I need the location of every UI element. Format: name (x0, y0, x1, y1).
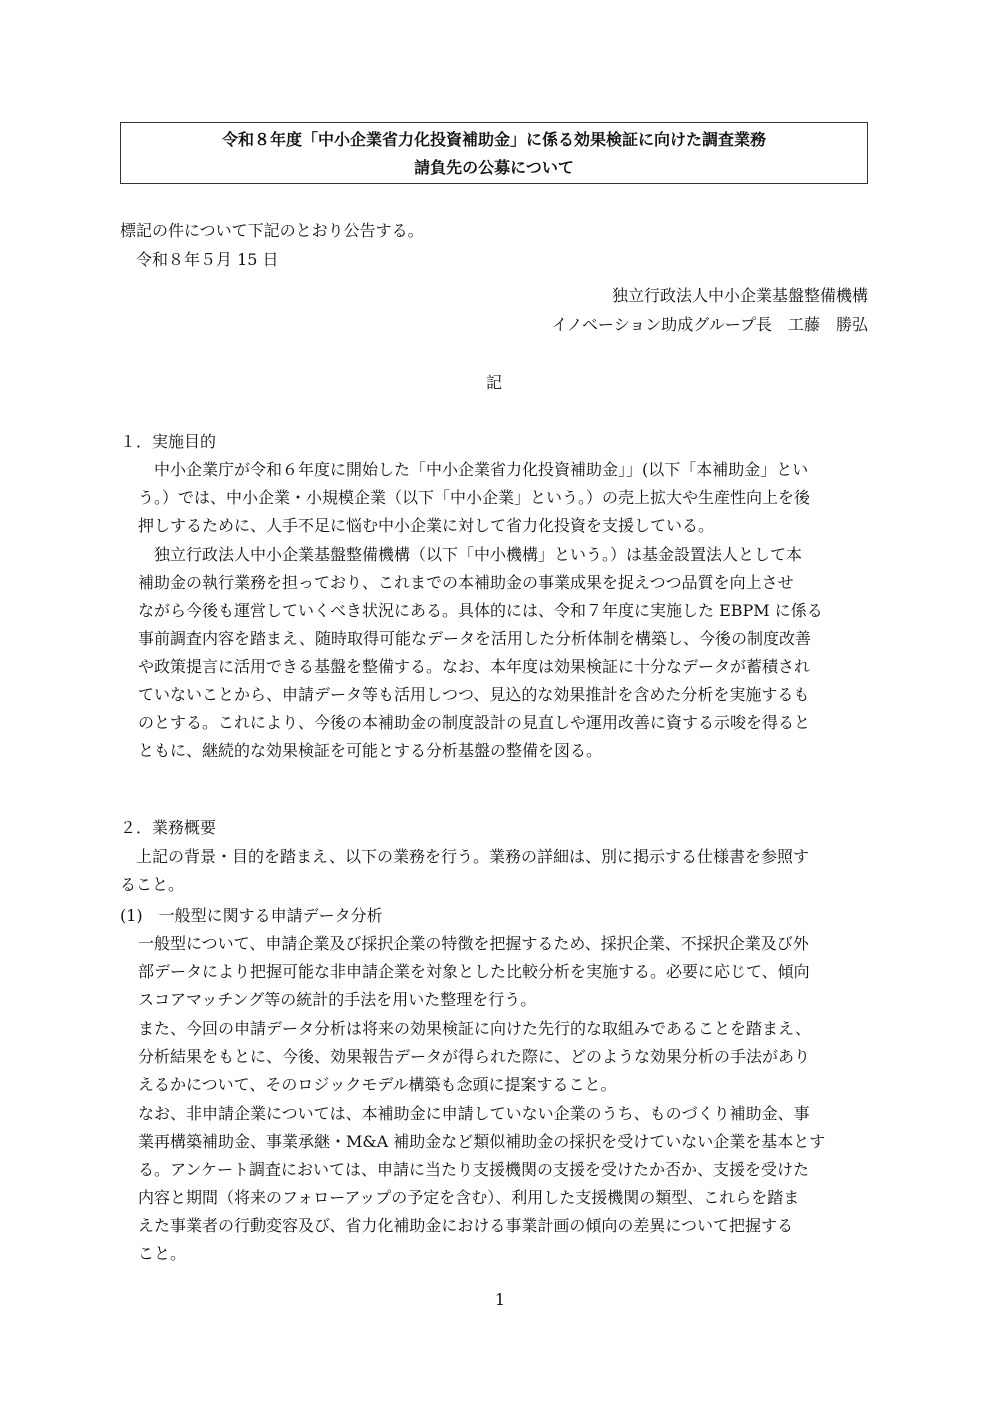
section-1-paragraph-2 (138, 541, 870, 765)
subsection-1-paragraph-2 (138, 1015, 870, 1099)
paragraph-line: 一般型について、申請企業及び採択企業の特徴を把握するため、採択企業、不採択企業及び外 (138, 934, 809, 953)
paragraph-line: スコアマッチング等の統計的手法を用いた整理を行う。 (138, 990, 537, 1009)
section-2-heading: ２．業務概要 (120, 818, 217, 837)
paragraph-line: や政策提言に活用できる基盤を整備する。なお、本年度は効果検証に十分なデータが蓄積され (138, 657, 811, 676)
paragraph-line: ともに、継続的な効果検証を可能とする分析基盤の整備を図る。 (138, 741, 603, 760)
paragraph-line: えるかについて、そのロジックモデル構築も念頭に提案すること。 (138, 1075, 617, 1094)
paragraph-line: ること。 (120, 875, 185, 894)
paragraph-line: ながら今後も運営していくべき状況にある。具体的には、令和７年度に実施した EBPM に係る (138, 601, 823, 620)
intro-text: 標記の件について下記のとおり公告する。 (120, 221, 424, 240)
page-number: 1 (494, 1290, 506, 1309)
section-1-paragraph-1 (138, 456, 870, 540)
paragraph-line: 中小企業庁が令和６年度に開始した「中小企業省力化投資補助金」」(以下「本補助金」とい (154, 460, 809, 479)
paragraph-line: 押しするために、人手不足に悩む中小企業に対して省力化投資を支援している。 (138, 516, 715, 535)
ki-heading: 記 (486, 373, 503, 392)
section-2-paragraph-1 (120, 843, 870, 899)
paragraph-line: えた事業者の行動変容及び、省力化補助金における事業計画の傾向の差異について把握する (138, 1216, 794, 1235)
paragraph-line: のとする。これにより、今後の本補助金の制度設計の見直しや運用改善に資する示唆を得ると (138, 713, 811, 732)
paragraph-line: る。アンケート調査においては、申請に当たり支援機関の支援を受けたか否か、支援を受けた (138, 1160, 810, 1179)
paragraph-line: 分析結果をもとに、今後、効果報告データが得られた際に、どのような効果分析の手法があり (138, 1047, 811, 1066)
paragraph-line: また、今回の申請データ分析は将来の効果検証に向けた先行的な取組みであることを踏まえ、 (138, 1019, 811, 1038)
issuer-organization: 独立行政法人中小企業基盤整備機構 (611, 286, 868, 305)
announcement-date: 令和８年５月 15 日 (136, 250, 279, 269)
paragraph-line: 部データにより把握可能な非申請企業を対象とした比較分析を実施する。必要に応じて、傾向 (138, 962, 810, 981)
issuer-person: イノベーション助成グループ長 工藤 勝弘 (551, 315, 868, 334)
paragraph-line: 独立行政法人中小企業基盤整備機構（以下「中小機構」という。）は基金設置法人として本 (154, 545, 803, 564)
paragraph-line: う。）では、中小企業・小規模企業（以下「中小企業」という。）の売上拡大や生産性向上を後 (138, 488, 811, 507)
paragraph-line: 上記の背景・目的を踏まえ、以下の業務を行う。業務の詳細は、別に掲示する仕様書を参照す (136, 847, 809, 866)
subsection-1-paragraph-3 (138, 1100, 870, 1268)
paragraph-line: 補助金の執行業務を担っており、これまでの本補助金の事業成果を捉えつつ品質を向上させ (138, 573, 794, 592)
subsection-1-heading: (1) 一般型に関する申請データ分析 (120, 906, 383, 925)
title-line-2: 請負先の公募について (414, 158, 574, 177)
section-1-heading: １．実施目的 (120, 432, 217, 451)
paragraph-line: こと。 (138, 1244, 187, 1263)
subsection-1-paragraph-1 (138, 930, 870, 1014)
title-box (120, 122, 868, 184)
paragraph-line: 内容と期間（将来のフォローアップの予定を含む）、利用した支援機関の類型、これらを踏ま (138, 1188, 800, 1207)
paragraph-line: 事前調査内容を踏まえ、随時取得可能なデータを活用した分析体制を構築し、今後の制度改善 (138, 629, 811, 648)
paragraph-line: ていないことから、申請データ等も活用しつつ、見込的な効果推計を含めた分析を実施するも (138, 685, 810, 704)
title-line-1: 令和８年度「中小企業省力化投資補助金」に係る効果検証に向けた調査業務 (221, 130, 766, 149)
paragraph-line: なお、非申請企業については、本補助金に申請していない企業のうち、ものづくり補助金、事 (138, 1104, 810, 1123)
paragraph-line: 業再構築補助金、事業承継・M&A 補助金など類似補助金の採択を受けていない企業を基本とす (138, 1132, 826, 1151)
